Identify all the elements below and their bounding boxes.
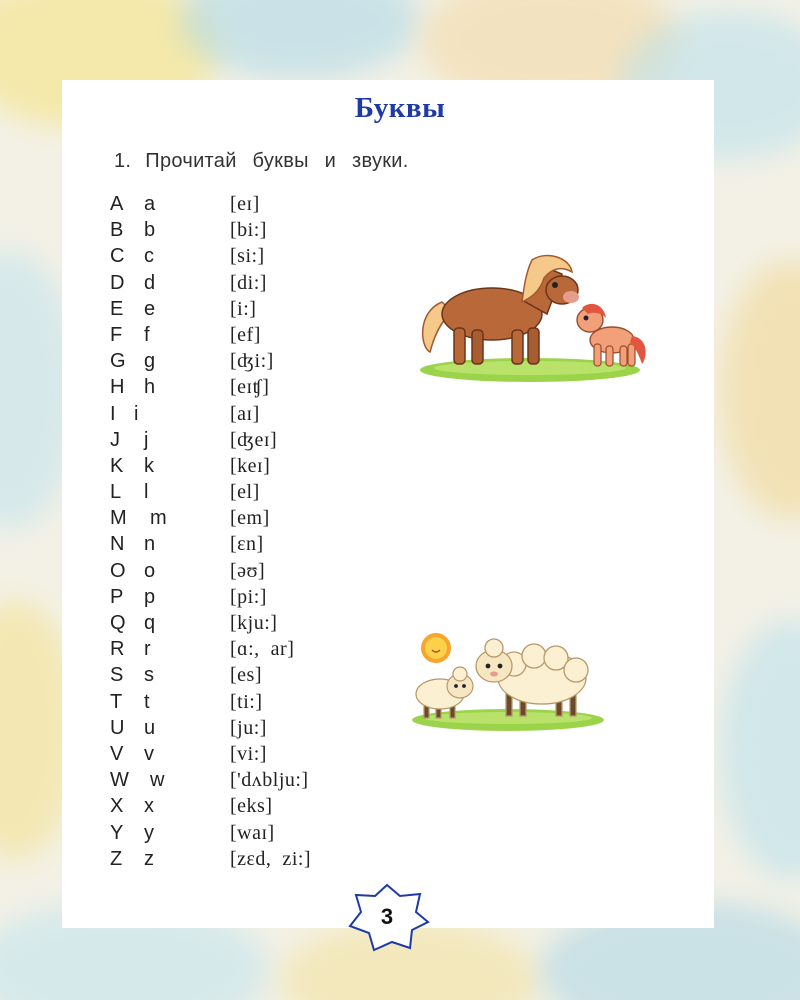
uppercase-letter: K [110, 454, 124, 477]
lowercase-letter: x [144, 795, 154, 818]
lowercase-letter: b [144, 219, 156, 242]
uppercase-letter: S [110, 664, 124, 687]
lowercase-letter: p [144, 585, 156, 608]
uppercase-letter: P [110, 585, 124, 608]
phonetic-transcription: [si:] [230, 245, 265, 268]
letter-row [110, 584, 370, 610]
letter-row [110, 296, 370, 322]
phonetic-transcription: [ʤi:] [230, 350, 274, 373]
letter-row [110, 270, 370, 296]
uppercase-letter: B [110, 219, 124, 242]
uppercase-letter: C [110, 245, 125, 268]
lowercase-letter: h [144, 376, 156, 399]
uppercase-letter: Q [110, 612, 126, 634]
letter-row [110, 505, 370, 531]
phonetic-transcription: [eɪ] [230, 193, 260, 215]
phonetic-transcription: [es] [230, 664, 262, 687]
lowercase-letter: z [144, 847, 154, 870]
phonetic-transcription: [waɪ] [230, 821, 275, 844]
letter-row [110, 427, 370, 453]
uppercase-letter: G [110, 350, 126, 373]
phonetic-transcription: [aɪ] [230, 402, 260, 425]
phonetic-transcription: [ʤeɪ] [230, 428, 278, 451]
phonetic-transcription: [vi:] [230, 742, 267, 765]
letter-row [110, 217, 370, 243]
letter-row [110, 793, 370, 819]
phonetic-transcription: [bi:] [230, 219, 267, 242]
uppercase-letter: E [110, 297, 124, 320]
lowercase-letter: i [134, 402, 139, 425]
lowercase-letter: o [144, 559, 156, 582]
letter-row [110, 636, 370, 662]
letter-row [110, 243, 370, 269]
letter-row [110, 558, 370, 584]
phonetic-transcription: [eks] [230, 795, 273, 818]
page-number: 3 [380, 904, 394, 929]
letter-row [110, 662, 370, 688]
sun-icon [421, 633, 451, 663]
lowercase-letter: j [144, 428, 149, 451]
phonetic-transcription: [əʊ] [230, 559, 266, 582]
lowercase-letter: a [144, 193, 156, 215]
lowercase-letter: q [144, 612, 156, 634]
uppercase-letter: Y [110, 821, 124, 844]
task-instruction [114, 150, 409, 173]
lowercase-letter: e [144, 297, 156, 320]
lowercase-letter: u [144, 716, 156, 739]
letter-row [110, 689, 370, 715]
phonetic-transcription: [i:] [230, 297, 257, 320]
lowercase-letter: w [150, 769, 165, 792]
phonetic-transcription: [ju:] [230, 716, 267, 739]
phonetic-transcription: [pi:] [230, 585, 267, 608]
task-number: 1. [114, 150, 132, 172]
phonetic-transcription: [kju:] [230, 612, 278, 634]
uppercase-letter: T [110, 690, 123, 713]
lowercase-letter: t [144, 690, 150, 713]
page-title: Буквы [354, 92, 446, 124]
uppercase-letter: M [110, 507, 127, 530]
uppercase-letter: D [110, 271, 125, 294]
alphabet-list [110, 191, 370, 872]
phonetic-transcription: [zɛd, zi:] [230, 847, 312, 870]
lowercase-letter: k [144, 454, 154, 477]
phonetic-transcription: [el] [230, 481, 260, 504]
letter-row [110, 191, 370, 217]
phonetic-transcription: [eɪʧ] [230, 376, 270, 399]
uppercase-letter: Z [110, 847, 123, 870]
lowercase-letter: n [144, 533, 156, 556]
letter-row [110, 348, 370, 374]
letter-row [110, 846, 370, 872]
lowercase-letter: f [144, 323, 150, 346]
phonetic-transcription: [ɛn] [230, 533, 264, 556]
letter-row [110, 453, 370, 479]
lowercase-letter: v [144, 742, 154, 765]
lowercase-letter: s [144, 664, 154, 687]
task-text: Прочитай буквы и звуки. [145, 150, 409, 172]
letter-row [110, 767, 370, 793]
uppercase-letter: N [110, 533, 125, 556]
uppercase-letter: A [110, 193, 124, 215]
uppercase-letter: R [110, 638, 125, 661]
uppercase-letter: X [110, 795, 124, 818]
letter-row [110, 610, 370, 636]
lowercase-letter: y [144, 821, 154, 844]
letter-row [110, 715, 370, 741]
uppercase-letter: U [110, 716, 125, 739]
lowercase-letter: r [144, 638, 151, 661]
uppercase-letter: F [110, 323, 123, 346]
phonetic-transcription: [ti:] [230, 690, 263, 713]
phonetic-transcription: [ef] [230, 323, 261, 346]
phonetic-transcription: [keɪ] [230, 454, 271, 477]
letter-row [110, 322, 370, 348]
letter-row [110, 820, 370, 846]
horse-and-foal-illustration [412, 252, 652, 384]
uppercase-letter: W [110, 769, 129, 792]
phonetic-transcription: [di:] [230, 271, 267, 294]
letter-row [110, 741, 370, 767]
uppercase-letter: L [110, 481, 122, 504]
sheep-and-lamb-illustration [406, 628, 606, 732]
lowercase-letter: g [144, 350, 156, 373]
lowercase-letter: c [144, 245, 154, 268]
uppercase-letter: V [110, 742, 124, 765]
letter-row [110, 531, 370, 557]
letter-row [110, 401, 370, 427]
lowercase-letter: d [144, 271, 156, 294]
uppercase-letter: I [110, 402, 116, 425]
letter-row [110, 374, 370, 400]
uppercase-letter: H [110, 376, 125, 399]
lowercase-letter: l [144, 481, 149, 504]
lowercase-letter: m [150, 507, 167, 530]
phonetic-transcription: ['dʌblju:] [230, 769, 309, 792]
phonetic-transcription: [ɑ:, ar] [230, 638, 295, 661]
phonetic-transcription: [em] [230, 507, 270, 530]
uppercase-letter: J [110, 428, 120, 451]
letter-row [110, 479, 370, 505]
uppercase-letter: O [110, 559, 126, 582]
